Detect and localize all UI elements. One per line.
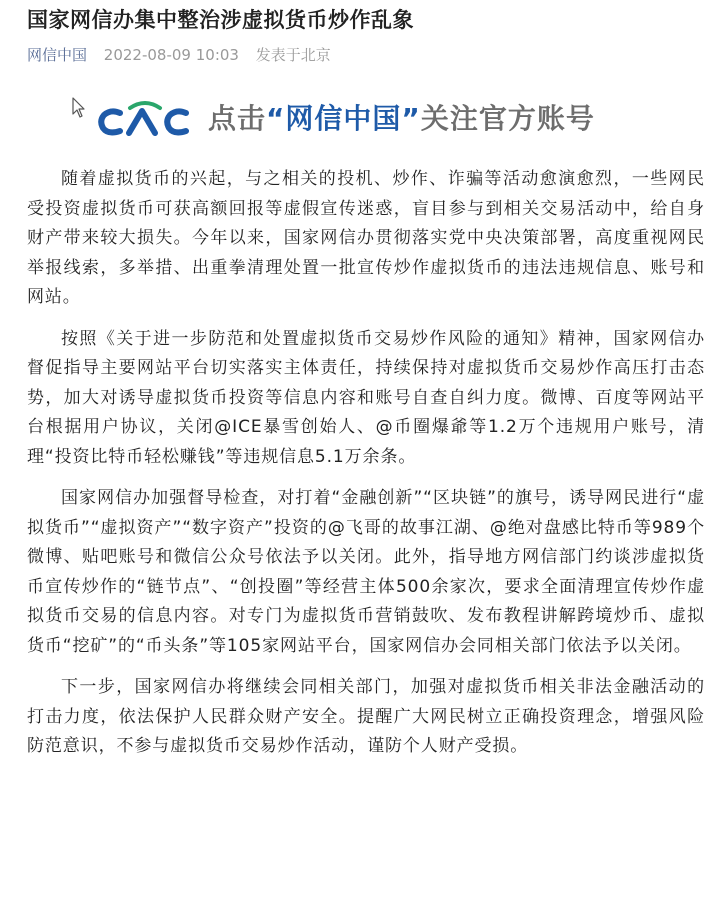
account-name-link[interactable]: 网信中国: [27, 46, 88, 64]
body-paragraph: 随着虚拟货币的兴起，与之相关的投机、炒作、诈骗等活动愈演愈烈，一些网民受投资虚拟货币可获高额回报等虚假宣传迷惑，盲目参与到相关交易活动中，给自身财产带来较大损失。今年以来，国家网信办贯彻落实党中央决策部署，高度重视网民举报线索，多举措、出重拳清理处置一批宣传炒作虚拟货币的违法违规信息、账号和网站。: [27, 169, 705, 307]
slogan-suffix: 关注官方账号: [420, 102, 595, 135]
publish-location: 发表于北京: [255, 46, 331, 64]
article-body: [27, 165, 705, 774]
body-paragraph: 国家网信办加强督导检查，对打着“金融创新”“区块链”的旗号，诱导网民进行“虚拟货币”“虚拟资产”“数字资产”投资的@飞哥的故事江湖、@绝对盘感比特币等989个微博、贴吧账号和微信公众号依法予以关闭。此外，指导地方网信部门约谈涉虚拟货币宣传炒作的“链节点”、“创投圈”等经营主体500余家次，要求全面清理宣传炒作虚拟货币交易的信息内容。对专门为虚拟货币营销鼓吹、发布教程讲解跨境炒币、虚拟货币“挖矿”的“币头条”等105家网站平台，国家网信办会同相关部门依法予以关闭。: [27, 488, 705, 656]
body-paragraph: 按照《关于进一步防范和处置虚拟货币交易炒作风险的通知》精神，国家网信办督促指导主要网站平台切实落实主体责任，持续保持对虚拟货币交易炒作高压打击态势，加大对诱导虚拟货币投资等信息内容和账号自查自纠力度。微博、百度等网站平台根据用户协议，关闭@ICE暴雪创始人、@币圈爆爺等1.2万个违规用户账号，清理“投资比特币轻松赚钱”等违规信息5.1万余条。: [27, 328, 705, 467]
article-title: 国家网信办集中整治涉虚拟货币炒作乱象: [27, 8, 414, 32]
follow-slogan[interactable]: [208, 99, 595, 139]
cac-logo-icon: [98, 99, 192, 141]
body-paragraph: 下一步，国家网信办将继续会同相关部门，加强对虚拟货币相关非法金融活动的打击力度，依法保护人民群众财产安全。提醒广大网民树立正确投资理念，增强风险防范意识，不参与虚拟货币交易炒作活动，谨防个人财产受损。: [27, 677, 705, 756]
follow-banner[interactable]: [70, 95, 670, 141]
slogan-brand: “网信中国”: [266, 102, 421, 135]
article-meta: [27, 44, 331, 66]
slogan-prefix: 点击: [208, 102, 267, 135]
mouse-pointer-icon: [72, 97, 86, 123]
publish-time: 2022-08-09 10:03: [103, 46, 239, 64]
